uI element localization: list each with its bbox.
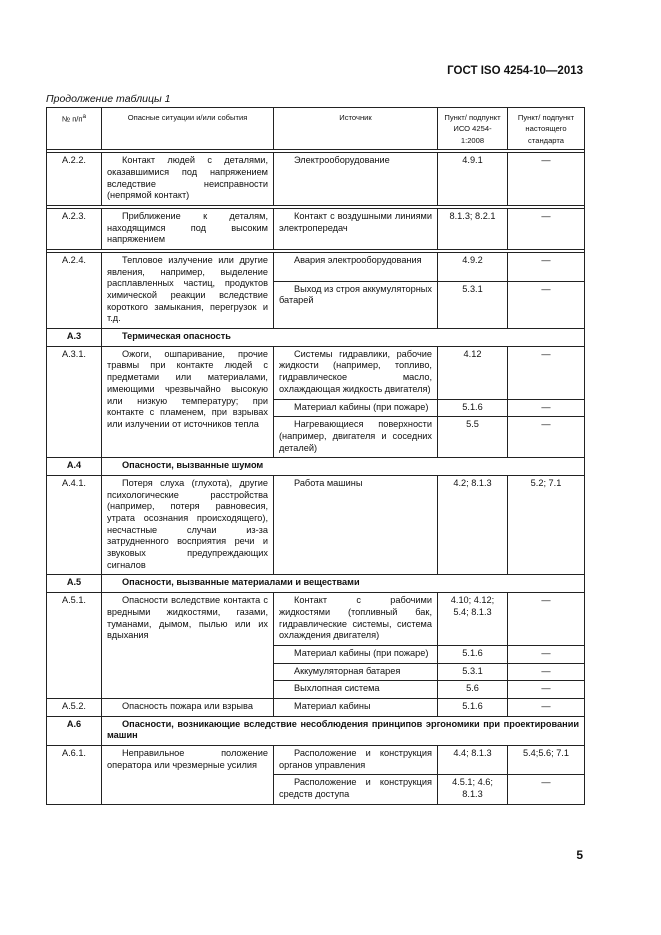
col-header-this-std: Пункт/ подпункт настоящего стандарта (508, 108, 585, 150)
iso-ref: 5.5 (438, 417, 508, 458)
source-text: Материал кабины (при пожаре) (274, 645, 438, 663)
section-num: А.6 (47, 716, 102, 745)
section-num: А.5 (47, 575, 102, 593)
iso-ref: 4.2; 8.1.3 (438, 475, 508, 575)
source-text: Материал кабины (при пожаре) (274, 399, 438, 417)
std-ref: — (508, 681, 585, 699)
page-number: 5 (576, 848, 583, 862)
table-row (47, 252, 585, 281)
std-ref: — (508, 252, 585, 281)
section-row (47, 458, 585, 476)
iso-ref: 4.9.1 (438, 153, 508, 206)
iso-ref: 4.4; 8.1.3 (438, 746, 508, 775)
source-text: Расположение и конструкция средств доступа (274, 775, 438, 804)
source-text: Контакт с воздушными линиями электропередач (274, 208, 438, 249)
iso-ref: 4.12 (438, 346, 508, 399)
hazard-text: Контакт людей с деталями, оказавшимися под напряжением вследствие неисправности (непрямой контакт) (102, 153, 274, 206)
col-header-num: № $п/п^а$ (47, 108, 102, 150)
std-ref: — (508, 346, 585, 399)
source-text: Электрооборудование (274, 153, 438, 206)
hazard-text: Потеря слуха (глухота), другие психологические расстройства (например, потеря равновесия, утрата осознания происходящего), несчастные случаи из-за затрудненного восприятия речи и звуковых предупреждающих сигналов (102, 475, 274, 575)
std-ref: — (508, 208, 585, 249)
source-text: Материал кабины (274, 698, 438, 716)
std-ref: — (508, 698, 585, 716)
iso-ref: 5.3.1 (438, 281, 508, 329)
row-num: А.5.2. (47, 698, 102, 716)
source-text: Аккумуляторная батарея (274, 663, 438, 681)
iso-ref: 5.1.6 (438, 698, 508, 716)
iso-ref: 5.1.6 (438, 399, 508, 417)
table-row (47, 153, 585, 206)
std-ref: — (508, 645, 585, 663)
source-text: Расположение и конструкция органов управления (274, 746, 438, 775)
col-header-iso: Пункт/ подпункт ИСО 4254-1:2008 (438, 108, 508, 150)
row-num: А.6.1. (47, 746, 102, 805)
std-ref: — (508, 775, 585, 804)
col-header-hazard: Опасные ситуации и/или события (102, 108, 274, 150)
source-text: Системы гидравлики, рабочие жидкости (например, топливо, гидравлическое масло, охлаждающая жидкость двигателя) (274, 346, 438, 399)
hazard-text: Ожоги, ошпаривание, прочие травмы при контакте людей с предметами или материалами, имеющими чрезвычайно высокую или низкую температуру; при контакте с пламенем, при взрывах или излучении от источников тепла (102, 346, 274, 458)
table-caption: Продолжение таблицы 1 (46, 93, 171, 105)
section-title: Термическая опасность (102, 329, 585, 347)
std-ref: — (508, 281, 585, 329)
iso-ref: 5.6 (438, 681, 508, 699)
std-ref: 5.4;5.6; 7.1 (508, 746, 585, 775)
std-ref: — (508, 153, 585, 206)
section-title: Опасности, возникающие вследствие несоблюдения принципов эргономики при проектировании машин (102, 716, 585, 745)
std-ref: — (508, 417, 585, 458)
iso-ref: 5.1.6 (438, 645, 508, 663)
hazard-text: Опасность пожара или взрыва (102, 698, 274, 716)
hazard-text: Неправильное положение оператора или чрезмерные усилия (102, 746, 274, 805)
col-header-source: Источник (274, 108, 438, 150)
iso-ref: 5.3.1 (438, 663, 508, 681)
row-num: А.5.1. (47, 593, 102, 699)
source-text: Авария электрооборудования (274, 252, 438, 281)
table-header-row (47, 108, 585, 150)
source-text: Выхлопная система (274, 681, 438, 699)
iso-ref: 4.9.2 (438, 252, 508, 281)
row-num: А.4.1. (47, 475, 102, 575)
row-num: А.2.4. (47, 252, 102, 328)
table-row (47, 208, 585, 249)
row-num: А.2.2. (47, 153, 102, 206)
source-text: Работа машины (274, 475, 438, 575)
std-ref: — (508, 399, 585, 417)
row-num: А.2.3. (47, 208, 102, 249)
section-title: Опасности, вызванные материалами и веществами (102, 575, 585, 593)
source-text: Контакт с рабочими жидкостями (топливный бак, гидравлические системы, система охлаждения двигателя) (274, 593, 438, 646)
source-text: Выход из строя аккумуляторных батарей (274, 281, 438, 329)
section-row (47, 575, 585, 593)
section-title: Опасности, вызванные шумом (102, 458, 585, 476)
std-ref: — (508, 663, 585, 681)
table-row (47, 698, 585, 716)
iso-ref: 8.1.3; 8.2.1 (438, 208, 508, 249)
hazard-text: Приближение к деталям, находящимся под высоким напряжением (102, 208, 274, 249)
source-text: Нагревающиеся поверхности (например, двигателя и соседних деталей) (274, 417, 438, 458)
hazards-table (46, 107, 585, 805)
std-ref: — (508, 593, 585, 646)
table-row (47, 746, 585, 775)
iso-ref: 4.10; 4.12; 5.4; 8.1.3 (438, 593, 508, 646)
section-num: А.4 (47, 458, 102, 476)
table-row (47, 346, 585, 399)
table-row (47, 593, 585, 646)
hazard-text: Опасности вследствие контакта с вредными жидкостями, газами, туманами, дымом, пылью или их вдыхания (102, 593, 274, 699)
hazard-text: Тепловое излучение или другие явления, например, выделение расплавленных частиц, продуктов химической реакции вследствие короткого замыкания, перегрузок и т.д. (102, 252, 274, 328)
section-row (47, 329, 585, 347)
standard-designation: ГОСТ ISO 4254-10—2013 (447, 65, 583, 77)
row-num: А.3.1. (47, 346, 102, 458)
iso-ref: 4.5.1; 4.6; 8.1.3 (438, 775, 508, 804)
std-ref: 5.2; 7.1 (508, 475, 585, 575)
section-num: А.3 (47, 329, 102, 347)
table-row (47, 475, 585, 575)
section-row (47, 716, 585, 745)
